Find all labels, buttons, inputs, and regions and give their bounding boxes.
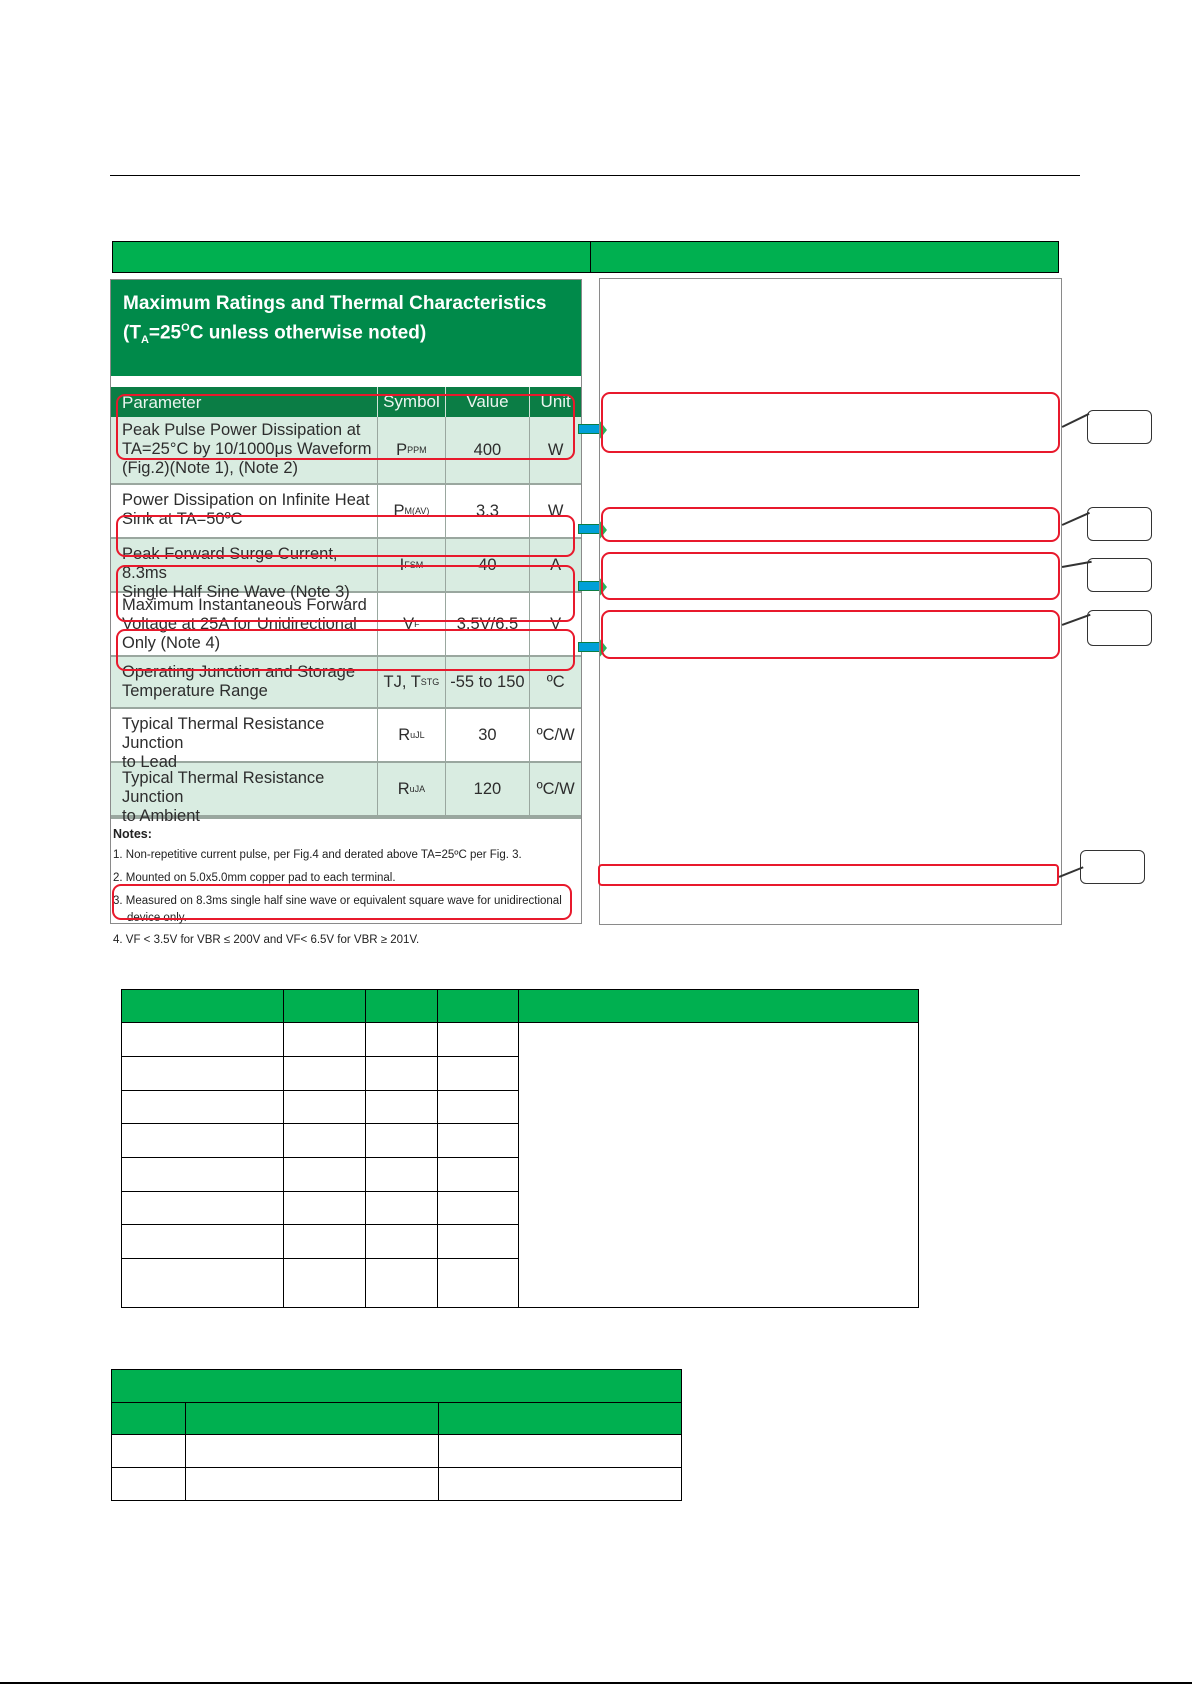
param-text: Typical Thermal Resistance Junction xyxy=(122,769,325,806)
datasheet-title-line2: ($T_A=25^OC$ unless otherwise noted) xyxy=(123,322,427,347)
param-text: Voltage at 25A for Unidirectional xyxy=(122,615,357,633)
comparison-panel xyxy=(599,278,1062,925)
highlight-box xyxy=(116,394,575,460)
param-text: Operating Junction and Storage xyxy=(122,663,355,681)
arrow-right-icon xyxy=(578,642,600,652)
arrow-right-icon xyxy=(578,424,600,434)
footer-rule xyxy=(0,1682,1192,1684)
param-text: Temperature Range xyxy=(122,682,268,700)
param-text: Maximum Instantaneous Forward xyxy=(122,596,367,614)
table-header-row xyxy=(122,990,919,1023)
table-row xyxy=(122,1023,919,1057)
param-text: Single Half Sine Wave (Note 3) xyxy=(122,583,350,601)
value-cell: 3.3 xyxy=(446,485,531,537)
col-symbol: Symbol xyxy=(378,387,445,417)
note-item: device only. xyxy=(127,912,187,924)
datasheet-title xyxy=(111,280,581,376)
comparison-box xyxy=(598,864,1059,886)
param-text: Typical Thermal Resistance Junction xyxy=(122,715,325,752)
callout-bubble xyxy=(1087,410,1152,444)
callout-bubble xyxy=(1080,850,1145,884)
arrow-right-icon xyxy=(578,581,600,591)
callout-bubble xyxy=(1087,507,1152,541)
unit-cell: V xyxy=(550,614,562,633)
unit-cell: W xyxy=(547,501,564,520)
value-cell: -55 to 150 xyxy=(446,657,531,707)
col-unit: Unit xyxy=(540,392,571,411)
unit-cell: ºC xyxy=(546,672,565,691)
symbol-cell: P M(AV) xyxy=(378,485,445,537)
value-cell: 30 xyxy=(446,709,531,761)
callout-bubble xyxy=(1087,610,1152,646)
table-title-row xyxy=(112,1370,682,1403)
param-text: (Fig.2)(Note 1), (Note 2) xyxy=(122,459,299,477)
comparison-header-left xyxy=(112,241,591,273)
note-item: 3. Measured on 8.3ms single half sine wave or equivalent square wave for unidirectional xyxy=(113,895,562,907)
header-rule xyxy=(110,175,1080,176)
callout-leader xyxy=(1062,413,1090,427)
arrow-right-icon xyxy=(578,524,600,534)
unit-cell: ºC/W xyxy=(536,779,575,798)
symbol-cell: I FSM xyxy=(378,539,445,591)
col-value: Value xyxy=(446,387,531,417)
note-item: 1. Non-repetitive current pulse, per Fig.4 and derated above TA=25ºC per Fig. 3. xyxy=(113,849,522,861)
callout-leader xyxy=(1062,512,1090,526)
param-text: Peak Forward Surge Current, 8.3ms xyxy=(122,545,338,582)
highlight-box xyxy=(116,629,575,671)
param-text: Only (Note 4) xyxy=(122,634,221,652)
symbol-cell: TJ, T STG xyxy=(378,657,445,707)
param-text: TA=25°C by 10/1000μs Waveform xyxy=(122,440,372,458)
callout-bubble xyxy=(1087,558,1152,592)
param-text: to Lead xyxy=(122,753,178,771)
table-row xyxy=(112,1435,682,1468)
symbol-cell: R uJL xyxy=(378,709,445,761)
symbol-cell: R uJA xyxy=(378,763,445,815)
value-cell: 3.5V/6.5 xyxy=(446,593,531,655)
param-text: Peak Pulse Power Dissipation at xyxy=(122,421,361,439)
param-text: Sink at TA=50ºC xyxy=(122,510,243,528)
symbol-cell: P PPM xyxy=(378,417,445,483)
notes-title: Notes: xyxy=(113,827,152,841)
unit-cell: A xyxy=(550,555,562,574)
highlight-box xyxy=(112,884,572,920)
highlight-box xyxy=(116,515,575,557)
unit-cell: ºC/W xyxy=(536,725,575,744)
unit-cell: W xyxy=(547,440,564,459)
comparison-box xyxy=(601,392,1060,453)
table-row xyxy=(111,763,581,825)
comparison-header-right xyxy=(590,241,1059,273)
note-item: 4. VF < 3.5V for VBR ≤ 200V and VF< 6.5V for VBR ≥ 201V. xyxy=(113,934,420,946)
summary-table xyxy=(111,1369,682,1501)
col-parameter: Parameter xyxy=(111,387,378,417)
highlight-box xyxy=(116,565,575,622)
table-row xyxy=(112,1468,682,1501)
datasheet-title-line1: Maximum Ratings and Thermal Characteristics xyxy=(123,293,547,314)
table-header-row xyxy=(112,1403,682,1435)
comparison-box xyxy=(601,552,1060,600)
table-row xyxy=(111,709,581,771)
remarks-cell xyxy=(519,1023,919,1308)
symbol-cell: V F xyxy=(378,593,445,655)
note-item: 2. Mounted on 5.0x5.0mm copper pad to each terminal. xyxy=(113,871,396,884)
comparison-box xyxy=(601,507,1060,542)
value-cell: 120 xyxy=(446,763,531,815)
value-cell: 40 xyxy=(446,539,531,591)
param-text: to Ambient xyxy=(122,807,200,825)
spec-table xyxy=(121,989,919,1308)
param-text: Power Dissipation on Infinite Heat xyxy=(122,491,370,509)
value-cell: 400 xyxy=(446,417,531,483)
comparison-box xyxy=(601,610,1060,659)
